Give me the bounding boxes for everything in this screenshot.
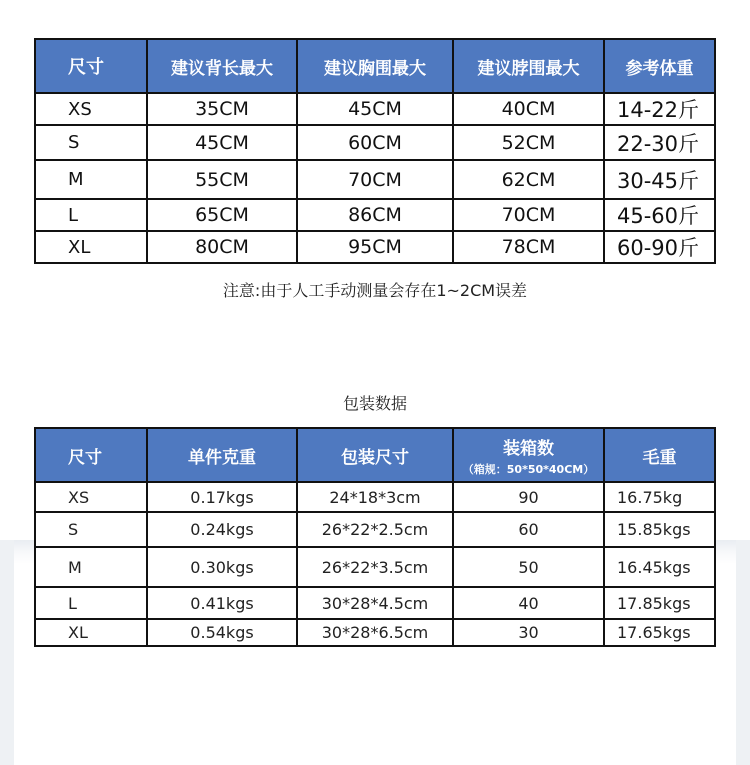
- cell-gross-weight: 15.85kgs: [604, 512, 715, 547]
- table-row: [35, 512, 715, 547]
- packing-section-title: 包装数据: [342, 394, 407, 413]
- table-row: [35, 482, 715, 512]
- table-row: [35, 199, 715, 231]
- table-row: [35, 587, 715, 619]
- header-size: 尺寸: [35, 428, 147, 482]
- size-chart-table: [34, 38, 716, 264]
- carton-quantity-label: 装箱数: [503, 438, 554, 459]
- table-row: [35, 93, 715, 125]
- cell-unit-weight: 0.54kgs: [147, 619, 297, 646]
- cell-weight: 14-22斤: [604, 93, 715, 125]
- cell-back-length: 45CM: [147, 125, 297, 160]
- cell-size: XL: [35, 231, 147, 263]
- cell-neck: 70CM: [453, 199, 604, 231]
- cell-size: XL: [35, 619, 147, 646]
- cell-chest: 95CM: [297, 231, 453, 263]
- cell-gross-weight: 17.85kgs: [604, 587, 715, 619]
- header-size: 尺寸: [35, 39, 147, 93]
- cell-size: M: [35, 547, 147, 587]
- cell-size: XS: [35, 93, 147, 125]
- cell-package-size: 30*28*4.5cm: [297, 587, 453, 619]
- header-gross-weight: 毛重: [604, 428, 715, 482]
- cell-size: S: [35, 125, 147, 160]
- header-carton-quantity: [453, 428, 604, 482]
- cell-unit-weight: 0.30kgs: [147, 547, 297, 587]
- cell-neck: 40CM: [453, 93, 604, 125]
- cell-back-length: 80CM: [147, 231, 297, 263]
- cell-carton-quantity: 60: [453, 512, 604, 547]
- table-row: [35, 125, 715, 160]
- cell-weight: 22-30斤: [604, 125, 715, 160]
- side-margin-left: [0, 540, 14, 765]
- cell-weight: 60-90斤: [604, 231, 715, 263]
- table-row: [35, 547, 715, 587]
- cell-gross-weight: 16.75kg: [604, 482, 715, 512]
- cell-carton-quantity: 90: [453, 482, 604, 512]
- cell-carton-quantity: 50: [453, 547, 604, 587]
- cell-back-length: 55CM: [147, 160, 297, 199]
- table-row: [35, 231, 715, 263]
- cell-size: M: [35, 160, 147, 199]
- cell-back-length: 65CM: [147, 199, 297, 231]
- cell-chest: 70CM: [297, 160, 453, 199]
- cell-package-size: 30*28*6.5cm: [297, 619, 453, 646]
- size-chart-header-row: [35, 39, 715, 93]
- carton-spec-label: （箱规：50*50*40CM）: [462, 462, 595, 476]
- cell-package-size: 26*22*2.5cm: [297, 512, 453, 547]
- cell-unit-weight: 0.41kgs: [147, 587, 297, 619]
- cell-carton-quantity: 30: [453, 619, 604, 646]
- header-neck: 建议脖围最大: [453, 39, 604, 93]
- header-chest: 建议胸围最大: [297, 39, 453, 93]
- cell-gross-weight: 17.65kgs: [604, 619, 715, 646]
- table-row: [35, 619, 715, 646]
- packing-data-table: [34, 427, 716, 647]
- cell-chest: 60CM: [297, 125, 453, 160]
- header-back-length: 建议背长最大: [147, 39, 297, 93]
- cell-neck: 78CM: [453, 231, 604, 263]
- cell-neck: 62CM: [453, 160, 604, 199]
- cell-chest: 45CM: [297, 93, 453, 125]
- header-weight: 参考体重: [604, 39, 715, 93]
- cell-package-size: 24*18*3cm: [297, 482, 453, 512]
- header-unit-weight: 单件克重: [147, 428, 297, 482]
- cell-unit-weight: 0.17kgs: [147, 482, 297, 512]
- cell-size: XS: [35, 482, 147, 512]
- table-row: [35, 160, 715, 199]
- cell-back-length: 35CM: [147, 93, 297, 125]
- cell-gross-weight: 16.45kgs: [604, 547, 715, 587]
- cell-size: L: [35, 587, 147, 619]
- cell-weight: 30-45斤: [604, 160, 715, 199]
- packing-header-row: [35, 428, 715, 482]
- cell-package-size: 26*22*3.5cm: [297, 547, 453, 587]
- header-package-size: 包装尺寸: [297, 428, 453, 482]
- cell-size: L: [35, 199, 147, 231]
- cell-unit-weight: 0.24kgs: [147, 512, 297, 547]
- side-margin-right: [736, 540, 750, 765]
- cell-neck: 52CM: [453, 125, 604, 160]
- cell-size: S: [35, 512, 147, 547]
- cell-chest: 86CM: [297, 199, 453, 231]
- cell-weight: 45-60斤: [604, 199, 715, 231]
- measurement-note: 注意:由于人工手动测量会存在1~2CM误差: [222, 281, 528, 300]
- cell-carton-quantity: 40: [453, 587, 604, 619]
